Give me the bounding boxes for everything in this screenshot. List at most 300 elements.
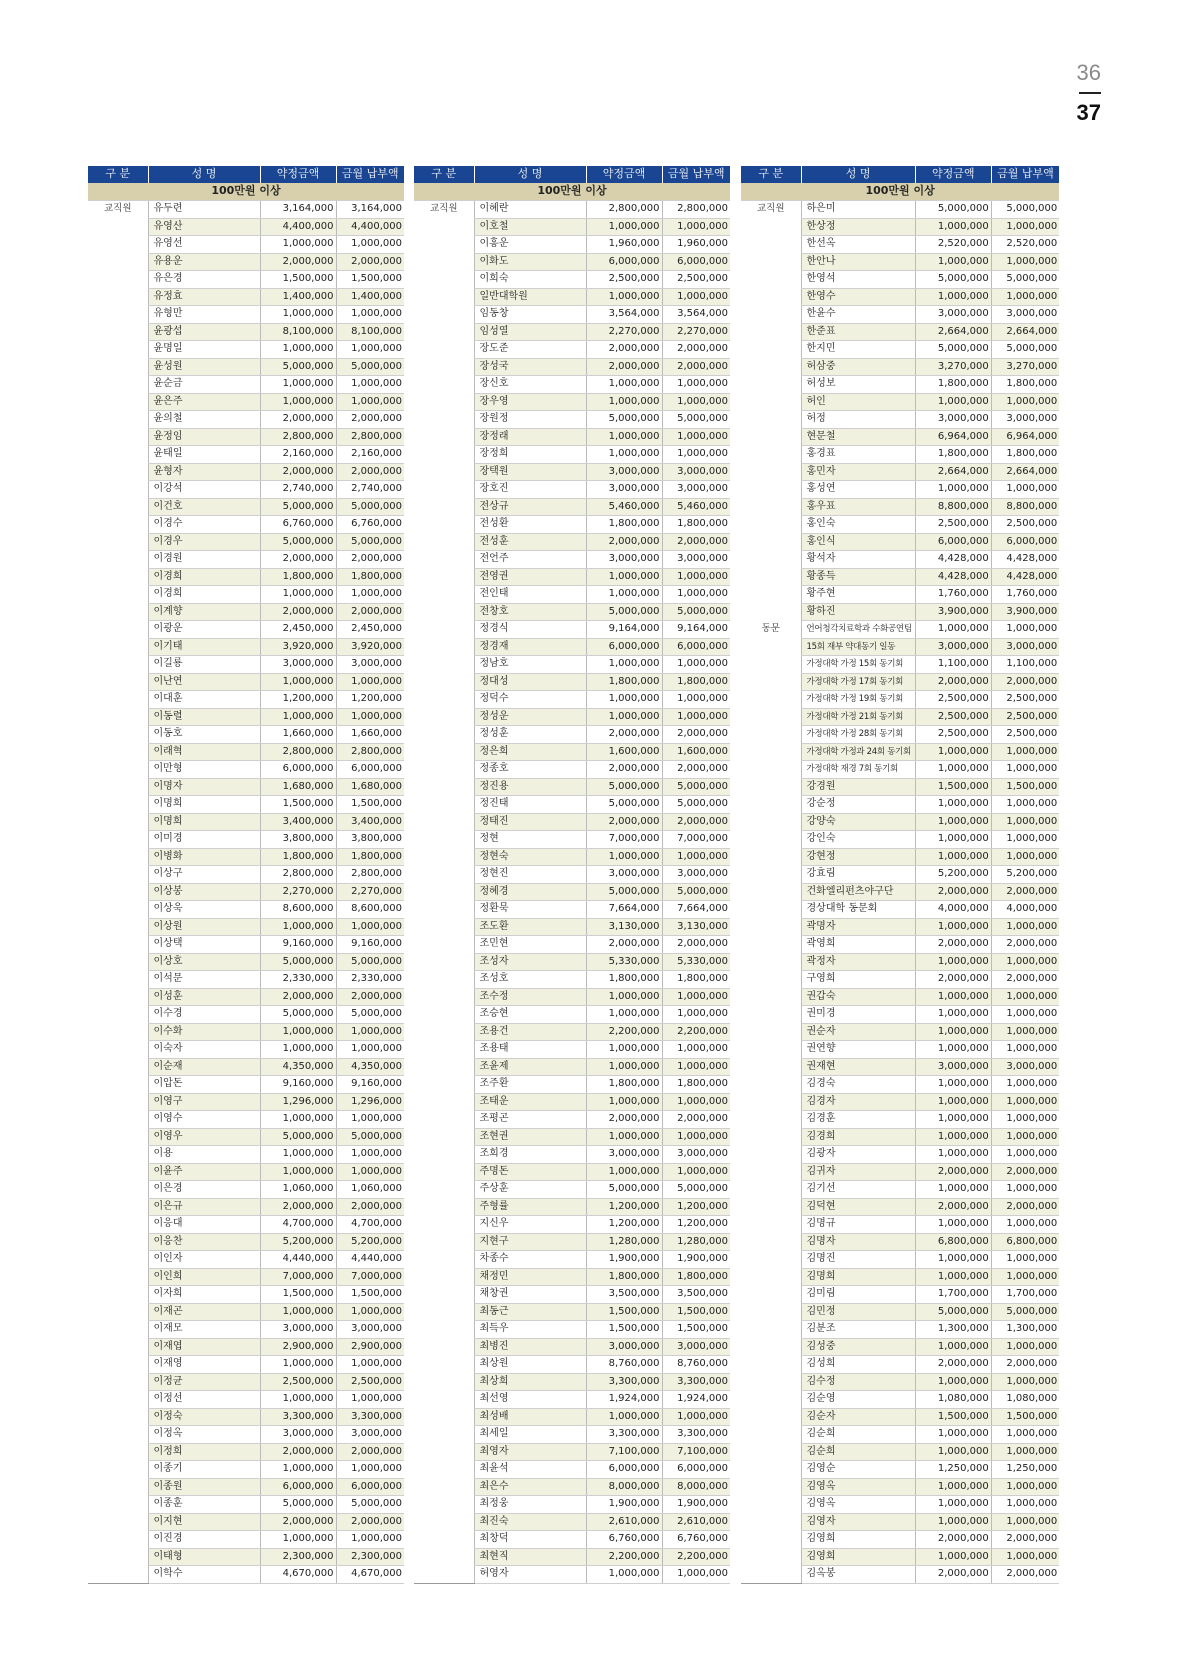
category-cell xyxy=(88,288,148,306)
table-row xyxy=(741,708,1059,726)
pledged-amount-cell: 1,000,000 xyxy=(586,848,662,866)
monthly-payment-cell: 6,000,000 xyxy=(991,533,1059,551)
donor-name-cell: 김기선 xyxy=(801,1181,915,1199)
monthly-payment-cell: 1,000,000 xyxy=(662,428,730,446)
donor-name-cell: 정현숙 xyxy=(474,848,586,866)
table-row xyxy=(88,813,404,831)
pledged-amount-cell: 2,740,000 xyxy=(260,481,336,499)
table-row xyxy=(88,1111,404,1129)
table-row xyxy=(414,358,730,376)
category-cell xyxy=(414,568,474,586)
monthly-payment-cell: 2,740,000 xyxy=(336,481,404,499)
monthly-payment-cell: 6,000,000 xyxy=(662,1461,730,1479)
donor-name-cell: 조성자 xyxy=(474,953,586,971)
pledged-amount-cell: 3,800,000 xyxy=(260,831,336,849)
donor-name-cell: 이태형 xyxy=(148,1548,260,1566)
monthly-payment-cell: 5,000,000 xyxy=(336,1006,404,1024)
category-cell xyxy=(741,271,801,289)
pledged-amount-cell: 1,000,000 xyxy=(915,288,991,306)
table-row xyxy=(414,901,730,919)
pledged-amount-cell: 3,000,000 xyxy=(586,1338,662,1356)
pledged-amount-cell: 1,500,000 xyxy=(915,1408,991,1426)
category-cell xyxy=(88,1566,148,1584)
category-cell xyxy=(88,306,148,324)
pledged-amount-cell: 2,000,000 xyxy=(915,673,991,691)
category-cell xyxy=(741,1356,801,1374)
category-cell xyxy=(88,551,148,569)
category-cell xyxy=(741,358,801,376)
category-cell xyxy=(741,411,801,429)
donor-name-cell: 이응대 xyxy=(148,1216,260,1234)
category-cell xyxy=(88,1478,148,1496)
pledged-amount-cell: 2,000,000 xyxy=(915,1531,991,1549)
monthly-payment-cell: 1,600,000 xyxy=(662,743,730,761)
category-cell xyxy=(88,1233,148,1251)
pledged-amount-cell: 1,000,000 xyxy=(586,656,662,674)
pledged-amount-cell: 1,000,000 xyxy=(915,918,991,936)
monthly-payment-cell: 1,000,000 xyxy=(991,481,1059,499)
table-row xyxy=(414,271,730,289)
category-cell xyxy=(741,341,801,359)
pledged-amount-cell: 1,000,000 xyxy=(915,1443,991,1461)
table-row xyxy=(741,393,1059,411)
donor-name-cell: 전언주 xyxy=(474,551,586,569)
pledged-amount-cell: 3,300,000 xyxy=(586,1426,662,1444)
category-cell xyxy=(741,691,801,709)
table-row xyxy=(414,551,730,569)
table-row xyxy=(414,1566,730,1584)
monthly-payment-cell: 1,250,000 xyxy=(991,1461,1059,1479)
table-row xyxy=(88,1268,404,1286)
monthly-payment-cell: 2,664,000 xyxy=(991,323,1059,341)
donor-name-cell: 이수경 xyxy=(148,1006,260,1024)
table-row xyxy=(88,761,404,779)
category-cell xyxy=(741,1233,801,1251)
monthly-payment-cell: 1,296,000 xyxy=(336,1093,404,1111)
pledged-amount-cell: 1,500,000 xyxy=(260,796,336,814)
category-cell xyxy=(741,883,801,901)
pledged-amount-cell: 4,400,000 xyxy=(260,218,336,236)
table-row xyxy=(414,743,730,761)
pledged-amount-cell: 5,000,000 xyxy=(586,796,662,814)
donor-name-cell: 윤은주 xyxy=(148,393,260,411)
pledged-amount-cell: 3,000,000 xyxy=(586,551,662,569)
monthly-payment-cell: 1,000,000 xyxy=(991,218,1059,236)
category-cell xyxy=(414,218,474,236)
table-row xyxy=(88,1303,404,1321)
monthly-payment-cell: 1,800,000 xyxy=(662,673,730,691)
category-cell xyxy=(88,586,148,604)
amount-range-header xyxy=(741,183,1059,201)
pledged-amount-cell: 1,000,000 xyxy=(915,848,991,866)
donor-name-cell: 최성배 xyxy=(474,1408,586,1426)
donor-name-cell: 이재곤 xyxy=(148,1303,260,1321)
pledged-amount-cell: 5,000,000 xyxy=(260,1128,336,1146)
pledged-amount-cell: 2,000,000 xyxy=(586,761,662,779)
table-row xyxy=(88,638,404,656)
table-row xyxy=(88,936,404,954)
category-cell xyxy=(414,813,474,831)
monthly-payment-cell: 2,500,000 xyxy=(991,516,1059,534)
monthly-payment-cell: 7,100,000 xyxy=(662,1443,730,1461)
monthly-payment-cell: 7,000,000 xyxy=(336,1268,404,1286)
pledged-amount-cell: 4,000,000 xyxy=(915,901,991,919)
pledged-amount-cell: 1,500,000 xyxy=(586,1303,662,1321)
monthly-payment-cell: 4,440,000 xyxy=(336,1251,404,1269)
pledged-amount-cell: 3,900,000 xyxy=(915,603,991,621)
table-row xyxy=(414,1356,730,1374)
category-cell xyxy=(88,516,148,534)
table-row xyxy=(88,1373,404,1391)
table-row xyxy=(741,253,1059,271)
monthly-payment-cell: 2,000,000 xyxy=(991,1566,1059,1584)
table-row xyxy=(741,236,1059,254)
monthly-payment-cell: 3,564,000 xyxy=(662,306,730,324)
pledged-amount-cell: 2,000,000 xyxy=(260,603,336,621)
monthly-payment-cell: 1,000,000 xyxy=(991,1268,1059,1286)
pledged-amount-cell: 3,270,000 xyxy=(915,358,991,376)
pledged-amount-cell: 1,000,000 xyxy=(586,691,662,709)
category-cell xyxy=(88,883,148,901)
monthly-payment-cell: 1,000,000 xyxy=(991,1513,1059,1531)
pledged-amount-cell: 1,060,000 xyxy=(260,1181,336,1199)
pledged-amount-cell: 6,964,000 xyxy=(915,428,991,446)
donor-name-cell: 경상대학 동문회 xyxy=(801,901,915,919)
category-cell xyxy=(741,1023,801,1041)
category-cell xyxy=(741,1076,801,1094)
donor-name-cell: 권갑숙 xyxy=(801,988,915,1006)
donor-name-cell: 이명희 xyxy=(148,796,260,814)
category-cell xyxy=(88,1163,148,1181)
table-row xyxy=(414,428,730,446)
table-row xyxy=(741,761,1059,779)
monthly-payment-cell: 1,000,000 xyxy=(336,1531,404,1549)
table-row xyxy=(741,1496,1059,1514)
monthly-payment-cell: 2,000,000 xyxy=(991,936,1059,954)
monthly-payment-cell: 1,000,000 xyxy=(991,796,1059,814)
monthly-payment-cell: 1,400,000 xyxy=(336,288,404,306)
table-row xyxy=(741,411,1059,429)
category-cell xyxy=(414,1093,474,1111)
monthly-payment-cell: 5,200,000 xyxy=(991,866,1059,884)
donor-name-cell: 김순영 xyxy=(801,1391,915,1409)
category-cell xyxy=(88,761,148,779)
category-cell xyxy=(741,533,801,551)
monthly-payment-cell: 1,000,000 xyxy=(336,1041,404,1059)
pledged-amount-cell: 1,500,000 xyxy=(260,271,336,289)
table-row xyxy=(88,1146,404,1164)
monthly-payment-cell: 2,200,000 xyxy=(662,1023,730,1041)
table-header-row xyxy=(414,166,730,183)
category-cell xyxy=(414,1058,474,1076)
category-cell xyxy=(414,1443,474,1461)
category-cell xyxy=(741,1128,801,1146)
category-cell xyxy=(414,586,474,604)
category-cell xyxy=(88,778,148,796)
category-cell xyxy=(414,1373,474,1391)
table-row xyxy=(414,848,730,866)
donor-name-cell: 김영옥 xyxy=(801,1478,915,1496)
table-row xyxy=(741,1251,1059,1269)
category-cell xyxy=(88,603,148,621)
donor-name-cell: 강순정 xyxy=(801,796,915,814)
donor-name-cell: 김순자 xyxy=(801,1408,915,1426)
pledged-amount-cell: 5,000,000 xyxy=(260,953,336,971)
pledged-amount-cell: 1,800,000 xyxy=(586,1076,662,1094)
donor-name-cell: 정현 xyxy=(474,831,586,849)
pledged-amount-cell: 5,000,000 xyxy=(586,1181,662,1199)
monthly-payment-cell: 6,000,000 xyxy=(336,761,404,779)
monthly-payment-cell: 2,000,000 xyxy=(336,1443,404,1461)
pledged-amount-cell: 1,000,000 xyxy=(586,393,662,411)
pledged-amount-cell: 1,000,000 xyxy=(586,988,662,1006)
amount-range-label: 100만원 이상 xyxy=(414,183,730,201)
donor-name-cell: 정종호 xyxy=(474,761,586,779)
pledged-amount-cell: 2,000,000 xyxy=(586,1111,662,1129)
table-row xyxy=(414,796,730,814)
monthly-payment-cell: 1,900,000 xyxy=(662,1496,730,1514)
monthly-payment-cell: 1,660,000 xyxy=(336,726,404,744)
pledged-amount-cell: 1,200,000 xyxy=(260,691,336,709)
table-row xyxy=(741,866,1059,884)
table-row xyxy=(741,1408,1059,1426)
table-row xyxy=(88,1128,404,1146)
table-row xyxy=(414,726,730,744)
pledged-amount-cell: 1,000,000 xyxy=(915,1496,991,1514)
category-cell xyxy=(414,1566,474,1584)
pledged-amount-cell: 3,000,000 xyxy=(260,656,336,674)
table-row xyxy=(414,393,730,411)
pledged-amount-cell: 2,664,000 xyxy=(915,463,991,481)
donor-name-cell: 이응찬 xyxy=(148,1233,260,1251)
pledged-amount-cell: 1,000,000 xyxy=(915,1093,991,1111)
pledged-amount-cell: 1,000,000 xyxy=(915,1548,991,1566)
pledged-amount-cell: 1,296,000 xyxy=(260,1093,336,1111)
monthly-payment-cell: 1,000,000 xyxy=(662,218,730,236)
pledged-amount-cell: 5,000,000 xyxy=(586,778,662,796)
monthly-payment-cell: 1,280,000 xyxy=(662,1233,730,1251)
table-row xyxy=(414,253,730,271)
donor-name-cell: 이영구 xyxy=(148,1093,260,1111)
monthly-payment-cell: 5,000,000 xyxy=(336,1128,404,1146)
donor-name-cell: 이상택 xyxy=(148,936,260,954)
category-cell xyxy=(741,1093,801,1111)
pledged-amount-cell: 2,000,000 xyxy=(260,1513,336,1531)
category-cell xyxy=(741,498,801,516)
pledged-amount-cell: 5,000,000 xyxy=(260,1006,336,1024)
pledged-amount-cell: 2,800,000 xyxy=(260,743,336,761)
category-cell xyxy=(741,1251,801,1269)
pledged-amount-cell: 3,300,000 xyxy=(260,1408,336,1426)
donor-name-cell: 정대성 xyxy=(474,673,586,691)
donor-name-cell: 조도환 xyxy=(474,918,586,936)
donor-name-cell: 유영산 xyxy=(148,218,260,236)
category-cell xyxy=(414,1548,474,1566)
donor-name-cell: 이석문 xyxy=(148,971,260,989)
category-cell xyxy=(88,411,148,429)
donor-name-cell: 주명돈 xyxy=(474,1163,586,1181)
monthly-payment-cell: 2,450,000 xyxy=(336,621,404,639)
donor-name-cell: 김순희 xyxy=(801,1426,915,1444)
category-cell xyxy=(414,411,474,429)
category-cell xyxy=(414,341,474,359)
category-cell xyxy=(88,708,148,726)
category-cell xyxy=(741,796,801,814)
pledged-amount-cell: 1,000,000 xyxy=(260,341,336,359)
category-cell xyxy=(88,498,148,516)
donor-name-cell: 이홍운 xyxy=(474,236,586,254)
donor-name-cell: 허정 xyxy=(801,411,915,429)
pledged-amount-cell: 2,270,000 xyxy=(260,883,336,901)
pledged-amount-cell: 1,800,000 xyxy=(586,1268,662,1286)
donor-name-cell: 정남호 xyxy=(474,656,586,674)
monthly-payment-cell: 1,000,000 xyxy=(336,1163,404,1181)
category-cell xyxy=(88,1198,148,1216)
category-cell xyxy=(414,1531,474,1549)
pledged-amount-cell: 1,000,000 xyxy=(915,1216,991,1234)
table-row xyxy=(88,411,404,429)
pledged-amount-cell: 1,924,000 xyxy=(586,1391,662,1409)
table-row xyxy=(741,1461,1059,1479)
table-row xyxy=(741,533,1059,551)
table-row xyxy=(741,271,1059,289)
monthly-payment-cell: 1,000,000 xyxy=(662,708,730,726)
table-row xyxy=(88,1181,404,1199)
pledged-amount-cell: 1,000,000 xyxy=(260,1163,336,1181)
donor-name-cell: 윤명일 xyxy=(148,341,260,359)
donor-name-cell: 15회 재부 약대동기 일동 xyxy=(801,638,915,656)
pledged-amount-cell: 3,500,000 xyxy=(586,1286,662,1304)
table-row xyxy=(414,306,730,324)
donor-name-cell: 김경희 xyxy=(801,1128,915,1146)
donor-name-cell: 이정숙 xyxy=(148,1408,260,1426)
pledged-amount-cell: 3,300,000 xyxy=(586,1373,662,1391)
pledged-amount-cell: 1,800,000 xyxy=(586,673,662,691)
pledged-amount-cell: 1,000,000 xyxy=(260,1146,336,1164)
donor-name-cell: 김순희 xyxy=(801,1443,915,1461)
monthly-payment-cell: 3,000,000 xyxy=(336,656,404,674)
monthly-payment-cell: 5,000,000 xyxy=(336,498,404,516)
monthly-payment-cell: 5,000,000 xyxy=(336,953,404,971)
pledged-amount-cell: 3,000,000 xyxy=(915,306,991,324)
pledged-amount-cell: 2,450,000 xyxy=(260,621,336,639)
category-cell xyxy=(414,831,474,849)
category-cell xyxy=(414,393,474,411)
table-row xyxy=(414,1128,730,1146)
donor-name-cell: 한지민 xyxy=(801,341,915,359)
monthly-payment-cell: 8,760,000 xyxy=(662,1356,730,1374)
category-cell xyxy=(414,971,474,989)
monthly-payment-cell: 1,000,000 xyxy=(991,761,1059,779)
table-row xyxy=(741,463,1059,481)
table-row xyxy=(741,1303,1059,1321)
monthly-payment-cell: 1,000,000 xyxy=(336,341,404,359)
monthly-payment-cell: 1,000,000 xyxy=(991,918,1059,936)
column-header: 성 명 xyxy=(801,166,915,183)
monthly-payment-cell: 5,000,000 xyxy=(991,271,1059,289)
monthly-payment-cell: 2,000,000 xyxy=(991,883,1059,901)
donor-name-cell: 김광자 xyxy=(801,1146,915,1164)
donor-name-cell: 김분조 xyxy=(801,1321,915,1339)
donor-name-cell: 윤의철 xyxy=(148,411,260,429)
pledged-amount-cell: 6,800,000 xyxy=(915,1233,991,1251)
table-row xyxy=(88,1338,404,1356)
pledged-amount-cell: 2,500,000 xyxy=(586,271,662,289)
donor-name-cell: 윤태일 xyxy=(148,446,260,464)
monthly-payment-cell: 2,000,000 xyxy=(336,988,404,1006)
table-row xyxy=(88,428,404,446)
monthly-payment-cell: 3,000,000 xyxy=(662,463,730,481)
monthly-payment-cell: 2,610,000 xyxy=(662,1513,730,1531)
monthly-payment-cell: 4,428,000 xyxy=(991,568,1059,586)
monthly-payment-cell: 1,200,000 xyxy=(336,691,404,709)
monthly-payment-cell: 2,200,000 xyxy=(662,1548,730,1566)
monthly-payment-cell: 1,000,000 xyxy=(662,376,730,394)
pledged-amount-cell: 1,000,000 xyxy=(915,831,991,849)
monthly-payment-cell: 2,330,000 xyxy=(336,971,404,989)
pledged-amount-cell: 1,000,000 xyxy=(586,218,662,236)
table-row xyxy=(414,1286,730,1304)
table-row xyxy=(414,778,730,796)
table-row xyxy=(88,1443,404,1461)
category-cell xyxy=(414,1041,474,1059)
category-cell xyxy=(741,1146,801,1164)
donor-name-cell: 최세일 xyxy=(474,1426,586,1444)
donor-name-cell: 홍성연 xyxy=(801,481,915,499)
donor-name-cell: 이동렬 xyxy=(148,708,260,726)
donor-name-cell: 이건호 xyxy=(148,498,260,516)
table-row xyxy=(414,603,730,621)
column-header: 금월 납부액 xyxy=(662,166,730,183)
category-cell xyxy=(88,1408,148,1426)
monthly-payment-cell: 3,400,000 xyxy=(336,813,404,831)
pledged-amount-cell: 3,000,000 xyxy=(586,866,662,884)
category-cell xyxy=(88,1251,148,1269)
monthly-payment-cell: 3,000,000 xyxy=(991,411,1059,429)
donor-name-cell: 하은미 xyxy=(801,201,915,219)
donor-name-cell: 전인태 xyxy=(474,586,586,604)
category-cell xyxy=(414,621,474,639)
pledged-amount-cell: 3,164,000 xyxy=(260,201,336,219)
pledged-amount-cell: 6,000,000 xyxy=(260,761,336,779)
category-cell xyxy=(741,1111,801,1129)
category-cell xyxy=(414,603,474,621)
category-cell xyxy=(741,323,801,341)
donor-name-cell: 김덕현 xyxy=(801,1198,915,1216)
table-row xyxy=(414,376,730,394)
table-row xyxy=(88,1408,404,1426)
table-row xyxy=(88,481,404,499)
donor-name-cell: 이영수 xyxy=(148,1111,260,1129)
donor-name-cell: 홍인식 xyxy=(801,533,915,551)
table-row xyxy=(414,918,730,936)
table-row xyxy=(88,358,404,376)
table-row xyxy=(741,953,1059,971)
category-cell xyxy=(88,638,148,656)
donor-name-cell: 강효림 xyxy=(801,866,915,884)
monthly-payment-cell: 1,800,000 xyxy=(336,848,404,866)
donor-name-cell: 이호철 xyxy=(474,218,586,236)
pledged-amount-cell: 1,000,000 xyxy=(586,586,662,604)
category-cell xyxy=(741,1391,801,1409)
table-row xyxy=(741,813,1059,831)
donor-name-cell: 최병진 xyxy=(474,1338,586,1356)
category-cell xyxy=(88,691,148,709)
category-cell xyxy=(414,901,474,919)
table-row xyxy=(414,1198,730,1216)
pledged-amount-cell: 2,000,000 xyxy=(915,971,991,989)
column-header: 구 분 xyxy=(741,166,801,183)
